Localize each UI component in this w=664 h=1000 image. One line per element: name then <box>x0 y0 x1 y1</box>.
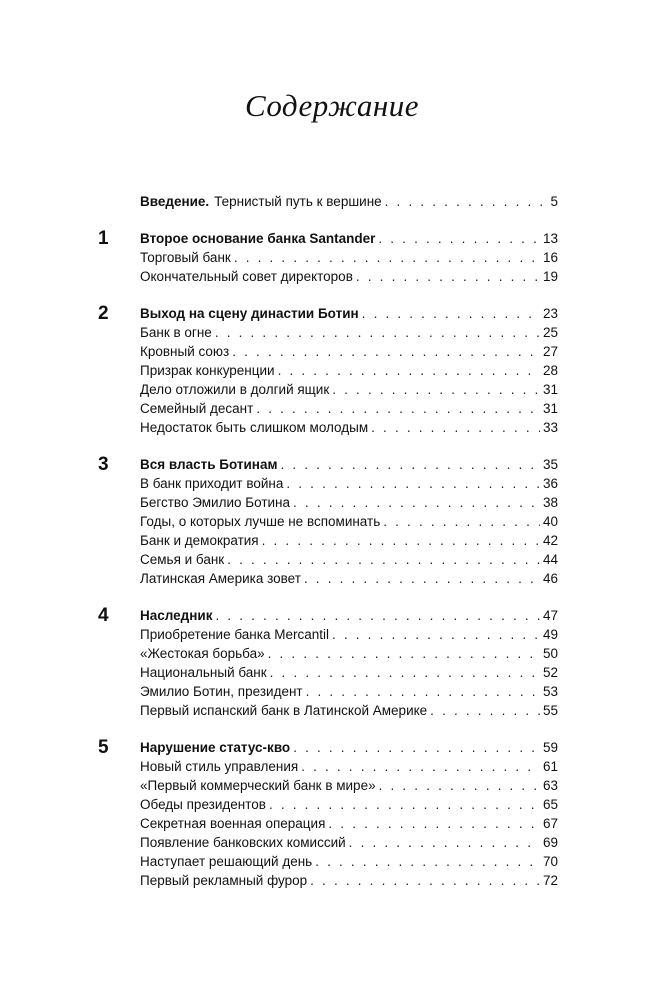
page-number: 59 <box>542 740 558 755</box>
page-number: 47 <box>542 608 558 623</box>
page-number: 5 <box>550 194 558 209</box>
dot-leader <box>310 871 540 890</box>
section-title: Банк в огне <box>140 325 212 340</box>
toc-entry-section[interactable] <box>140 550 558 569</box>
toc-entry-chapter[interactable] <box>140 606 558 625</box>
chapter-number: 1 <box>98 228 109 249</box>
toc-entry-section[interactable] <box>140 531 558 550</box>
dot-leader <box>371 418 540 437</box>
toc-chapter-1 <box>0 229 664 286</box>
dot-leader <box>293 738 540 757</box>
section-title: Семейный десант <box>140 401 254 416</box>
chapter-number: 4 <box>98 605 109 626</box>
toc-entry-section[interactable] <box>140 682 558 701</box>
toc-entry-section[interactable] <box>140 399 558 418</box>
chapter-title: Выход на сцену династии Ботин <box>140 306 359 321</box>
page-number: 42 <box>542 533 558 548</box>
page-number: 27 <box>542 344 558 359</box>
toc-entry-section[interactable] <box>140 625 558 644</box>
section-title: Появление банковских комиссий <box>140 835 346 850</box>
toc-entry-section[interactable] <box>140 644 558 663</box>
chapter-list <box>0 229 664 890</box>
page-number: 69 <box>542 835 558 850</box>
chapter-number: 2 <box>98 303 109 324</box>
page-number: 44 <box>542 552 558 567</box>
toc-entry-section[interactable] <box>140 342 558 361</box>
section-title: Годы, о которых лучше не вспоминать <box>140 514 381 529</box>
page-number: 55 <box>542 703 558 718</box>
chapter-title: Вся власть Ботинам <box>140 457 278 472</box>
toc-entry-section[interactable] <box>140 663 558 682</box>
page-number: 52 <box>542 665 558 680</box>
toc-entry-section[interactable] <box>140 852 558 871</box>
dot-leader <box>278 361 540 380</box>
dot-leader <box>269 795 540 814</box>
dot-leader <box>383 512 540 531</box>
page-number: 33 <box>542 420 558 435</box>
toc-entry-section[interactable] <box>140 267 558 286</box>
page-number: 40 <box>542 514 558 529</box>
page-number: 61 <box>542 759 558 774</box>
toc-entry-section[interactable] <box>140 776 558 795</box>
dot-leader <box>306 682 540 701</box>
toc-chapter-3 <box>0 455 664 588</box>
dot-leader <box>293 493 540 512</box>
page-number: 50 <box>542 646 558 661</box>
dot-leader <box>362 304 540 323</box>
page-number: 70 <box>542 854 558 869</box>
section-title: В банк приходит война <box>140 476 284 491</box>
dot-leader <box>379 776 540 795</box>
section-title: Новый стиль управления <box>140 759 299 774</box>
chapter-number: 3 <box>98 454 109 475</box>
section-title: Недостаток быть слишком молодым <box>140 420 369 435</box>
dot-leader <box>234 248 540 267</box>
section-title: Первый рекламный фурор <box>140 873 308 888</box>
toc-entry-section[interactable] <box>140 833 558 852</box>
dot-leader <box>304 569 540 588</box>
toc-entry-section[interactable] <box>140 871 558 890</box>
toc-entry-chapter[interactable] <box>140 229 558 248</box>
dot-leader <box>215 323 540 342</box>
toc-entry-section[interactable] <box>140 248 558 267</box>
dot-leader <box>215 606 540 625</box>
table-of-contents <box>0 192 664 908</box>
toc-entry-section[interactable] <box>140 814 558 833</box>
dot-leader <box>430 701 540 720</box>
page-number: 13 <box>542 231 558 246</box>
toc-entry-section[interactable] <box>140 757 558 776</box>
section-title: Эмилио Ботин, президент <box>140 684 303 699</box>
section-title: Национальный банк <box>140 665 267 680</box>
toc-entry-section[interactable] <box>140 361 558 380</box>
toc-chapter-5 <box>0 738 664 890</box>
dot-leader <box>315 852 540 871</box>
dot-leader <box>332 380 540 399</box>
dot-leader <box>280 455 540 474</box>
section-title: Семья и банк <box>140 552 225 567</box>
toc-entry-section[interactable] <box>140 512 558 531</box>
toc-entry-section[interactable] <box>140 569 558 588</box>
section-title: «Жестокая борьба» <box>140 646 265 661</box>
toc-entry-chapter[interactable] <box>140 738 558 757</box>
chapter-title: Наследник <box>140 608 213 623</box>
section-title: Первый испанский банк в Латинской Америке <box>140 703 428 718</box>
section-title: Торговый банк <box>140 250 231 265</box>
section-title: Окончательный совет директоров <box>140 269 353 284</box>
section-title: Секретная военная операция <box>140 816 326 831</box>
section-title: Обеды президентов <box>140 797 266 812</box>
toc-entry-section[interactable] <box>140 418 558 437</box>
page-number: 35 <box>542 457 558 472</box>
section-title: Бегство Эмилио Ботина <box>140 495 291 510</box>
section-title: Кровный союз <box>140 344 230 359</box>
page-number: 72 <box>542 873 558 888</box>
page-number: 63 <box>542 778 558 793</box>
chapter-title: Второе основание банка Santander <box>140 231 376 246</box>
toc-chapter-4 <box>0 606 664 720</box>
section-title: Латинская Америка зовет <box>140 571 301 586</box>
section-title: Призрак конкуренции <box>140 363 275 378</box>
dot-leader <box>349 833 540 852</box>
page-number: 67 <box>542 816 558 831</box>
section-title: Приобретение банка Mercantil <box>140 627 329 642</box>
toc-entry-section[interactable] <box>140 493 558 512</box>
intro-title: Тернистый путь к вершине <box>214 194 382 209</box>
section-title: Наступает решающий день <box>140 854 313 869</box>
page-number: 28 <box>542 363 558 378</box>
toc-entry-section[interactable] <box>140 474 558 493</box>
dot-leader <box>268 644 540 663</box>
page-number: 65 <box>542 797 558 812</box>
dot-leader <box>332 625 540 644</box>
dot-leader <box>270 663 540 682</box>
toc-entry-section[interactable] <box>140 701 558 720</box>
dot-leader <box>356 267 540 286</box>
toc-entry-section[interactable] <box>140 795 558 814</box>
page-number: 16 <box>542 250 558 265</box>
page-number: 53 <box>542 684 558 699</box>
toc-intro <box>0 192 664 211</box>
toc-entry-chapter[interactable] <box>140 304 558 323</box>
section-title: Дело отложили в долгий ящик <box>140 382 330 397</box>
toc-chapter-2 <box>0 304 664 437</box>
page-number: 19 <box>542 269 558 284</box>
chapter-title: Нарушение статус-кво <box>140 740 291 755</box>
page-number: 38 <box>542 495 558 510</box>
dot-leader <box>286 474 540 493</box>
page-number: 49 <box>542 627 558 642</box>
dot-leader <box>232 342 540 361</box>
page-number: 46 <box>542 571 558 586</box>
dot-leader <box>385 192 548 211</box>
page-number: 31 <box>542 382 558 397</box>
page-number: 36 <box>542 476 558 491</box>
page-title: Содержание <box>244 88 420 123</box>
chapter-number: 5 <box>98 737 109 758</box>
toc-entry-chapter[interactable] <box>140 455 558 474</box>
dot-leader <box>227 550 540 569</box>
page-number: 25 <box>542 325 558 340</box>
dot-leader <box>301 757 540 776</box>
dot-leader <box>328 814 540 833</box>
dot-leader <box>378 229 540 248</box>
toc-entry-section[interactable] <box>140 323 558 342</box>
toc-entry-section[interactable] <box>140 380 558 399</box>
section-title: «Первый коммерческий банк в мире» <box>140 778 376 793</box>
intro-label: Введение. <box>140 194 210 209</box>
dot-leader <box>256 399 540 418</box>
toc-entry-intro[interactable] <box>140 192 558 211</box>
page-number: 23 <box>542 306 558 321</box>
dot-leader <box>262 531 540 550</box>
page-number: 31 <box>542 401 558 416</box>
section-title: Банк и демократия <box>140 533 259 548</box>
